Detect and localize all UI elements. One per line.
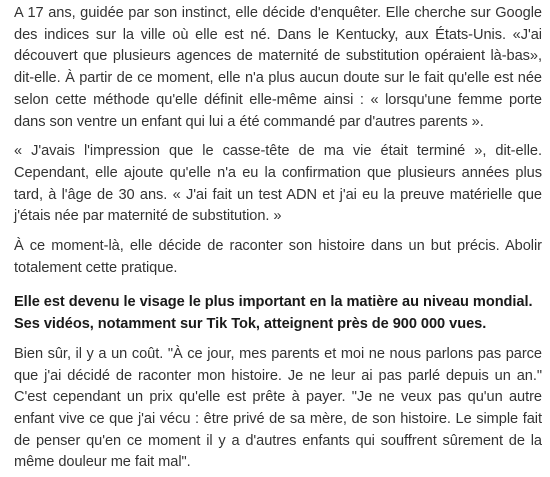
paragraph-highlight: Elle est devenu le visage le plus important en la matière au niveau mondial. Ses vidéos, notamment sur Tik Tok, atteignent près de 900 000 vues. xyxy=(14,294,533,333)
paragraph-decision: À ce moment-là, elle décide de raconter son histoire dans un but précis. Abolir totalement cette pratique. xyxy=(14,238,542,276)
paragraph-investigation: A 17 ans, guidée par son instinct, elle décide d'enquêter. Elle cherche sur Google des indices sur la ville où elle est né. Dans le Kentucky, aux États-Unis. «J'ai découvert que plusieurs agences de maternité de substitution opéraient là-bas», dit-elle. À partir de ce moment, elle n'a plus aucun doute sur le fait qu'elle est née selon cette méthode qu'elle définit elle-même ainsi : « lorsqu'une femme porte dans son ventre un enfant qui lui a été commandé par d'autres parents ». xyxy=(14,5,542,130)
paragraph-dna-confirmation: « J'avais l'impression que le casse-tête de ma vie était terminé », dit-elle. Cependant, elle ajoute qu'elle n'a eu la confirmation que plusieurs années plus tard, à l'âge de 30 ans. « J'ai fait un test ADN et j'ai eu la preuve matérielle que j'étais née par maternité de substitution. » xyxy=(14,143,542,225)
paragraph-cost: Bien sûr, il y a un coût. "À ce jour, mes parents et moi ne nous parlons pas parce que j'ai décidé de raconter mon histoire. Je ne leur ai pas parlé depuis un an." C'est cependant un prix qu'elle est prête à payer. "Je ne veux pas qu'un autre enfant vive ce que j'ai vécu : être privé de sa mère, de son histoire. Le simple fait de penser qu'en ce moment il y a d'autres enfants qui souffrent sûrement de la même douleur me fait mal". xyxy=(14,345,542,471)
